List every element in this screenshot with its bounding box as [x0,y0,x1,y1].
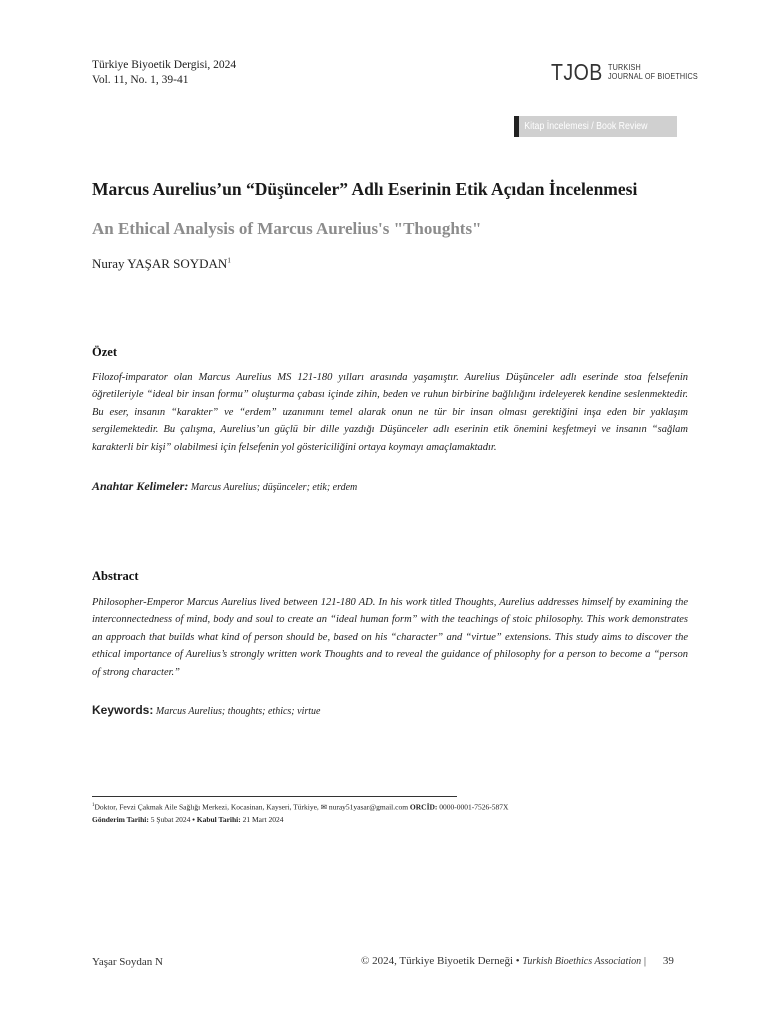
footnote-orcid-label: ORCİD: [409,802,438,812]
abstract-heading: Abstract [92,569,139,583]
article-type-badge [514,116,677,137]
journal-citation [92,58,236,88]
logo-line-1: TURKISH [607,62,641,72]
journal-name: Türkiye Biyoetik Dergisi, 2024 [92,59,237,71]
footnote-orcid[interactable]: 0000-0001-7526-587X [439,802,509,812]
journal-logo [551,58,713,86]
page-footer [361,955,674,967]
article-type-label: Kitap İncelemesi / Book Review [524,121,648,132]
author [92,256,231,272]
footer-association: Turkish Bioethics Association [522,956,642,967]
ozet-keywords-value: Marcus Aurelius; düşünceler; etik; erdem [190,482,358,493]
ozet-keywords-label: Anahtar Kelimeler: [92,479,189,493]
footer-separator: | [643,955,647,967]
logo-text [608,63,698,81]
ozet-text: Filozof-imparator olan Marcus Aurelius MS 121-180 yılları arasında yaşamıştır. Aurelius Düşünceler adlı eserinde stoa felsefenin öğretileriyle “ideal bir insan formu” oluşturma çabası içinde zihin, beden ve ruhun birbirine bağlılığını irdeleyerek kendine seslenmektedir. Bu eser, insanın “karakter” ve “erdem” uzanımını temel alarak onun ne tür bir insan olması gerektiğini inşa eden bir yaklaşım sergilemektedir. Bu çalışma, Aurelius’un güçlü bir dille yazdığı Düşünceler adlı eserinin etik önemini keşfetmeyi ve insanın “sağlam karakterli bir kişi” olabilmesi için felsefenin yol göstericiliğini ortaya koymayı amaçlamaktadır. [92,372,688,453]
footer-copyright: © 2024, Türkiye Biyoetik Derneği • [361,955,520,967]
ozet-keywords [92,479,357,494]
footnote-affiliation-text: Doktor, Fevzi Çakmak Aile Sağlığı Merkezi, Kocasinan, Kayseri, Türkiye, [94,802,319,812]
logo-abbrev: TJOB [551,59,603,85]
abstract-keywords [92,703,320,717]
submitted-date: 5 Şubat 2024 [150,815,191,824]
page-number: 39 [662,955,674,967]
author-affiliation-mark: 1 [227,256,231,265]
footnote-divider [92,796,457,797]
author-name: Nuray YAŞAR SOYDAN [92,256,228,271]
accepted-label: Kabul Tarihi: [196,815,241,824]
submitted-label: Gönderim Tarihi: [92,815,149,824]
running-author: Yaşar Soydan N [92,956,163,968]
footnote-email[interactable]: nuray51yasar@gmail.com [328,802,409,812]
ozet-heading: Özet [92,345,117,359]
abstract-keywords-label: Keywords: [92,703,154,717]
accepted-date: 21 Mart 2024 [242,815,284,824]
footnote-mark: 1 [92,803,95,808]
footnote-dates: Gönderim Tarihi: 5 Şubat 2024 • Kabul Tarihi: 21 Mart 2024 [92,815,284,824]
article-title: Marcus Aurelius’un “Düşünceler” Adlı Eserinin Etik Açıdan İncelenmesi [92,179,638,199]
footnote-affiliation [92,800,508,814]
journal-volume: Vol. 11, No. 1, 39-41 [92,74,189,86]
email-icon: ✉ [320,802,327,812]
abstract-text: Philosopher-Emperor Marcus Aurelius lived between 121-180 AD. In his work titled Thoughts, Aurelius addresses himself by examining the interconnectedness of mind, body and soul to create an “ideal human form” with the teachings of stoic philosophy. This work demonstrates an approach that builds what kind of person should be, based on his “character” and “virtue” extensions. This study aims to discover the ethical importance of Aurelius’s strongly written work Thoughts and to reveal the guidance of philosophy for a person to become a “person of strong character.” [92,597,688,678]
logo-line-2: JOURNAL OF BIOETHICS [607,71,698,81]
abstract-keywords-value: Marcus Aurelius; thoughts; ethics; virtue [155,706,321,717]
article-subtitle: An Ethical Analysis of Marcus Aurelius's "Thoughts" [92,219,482,238]
